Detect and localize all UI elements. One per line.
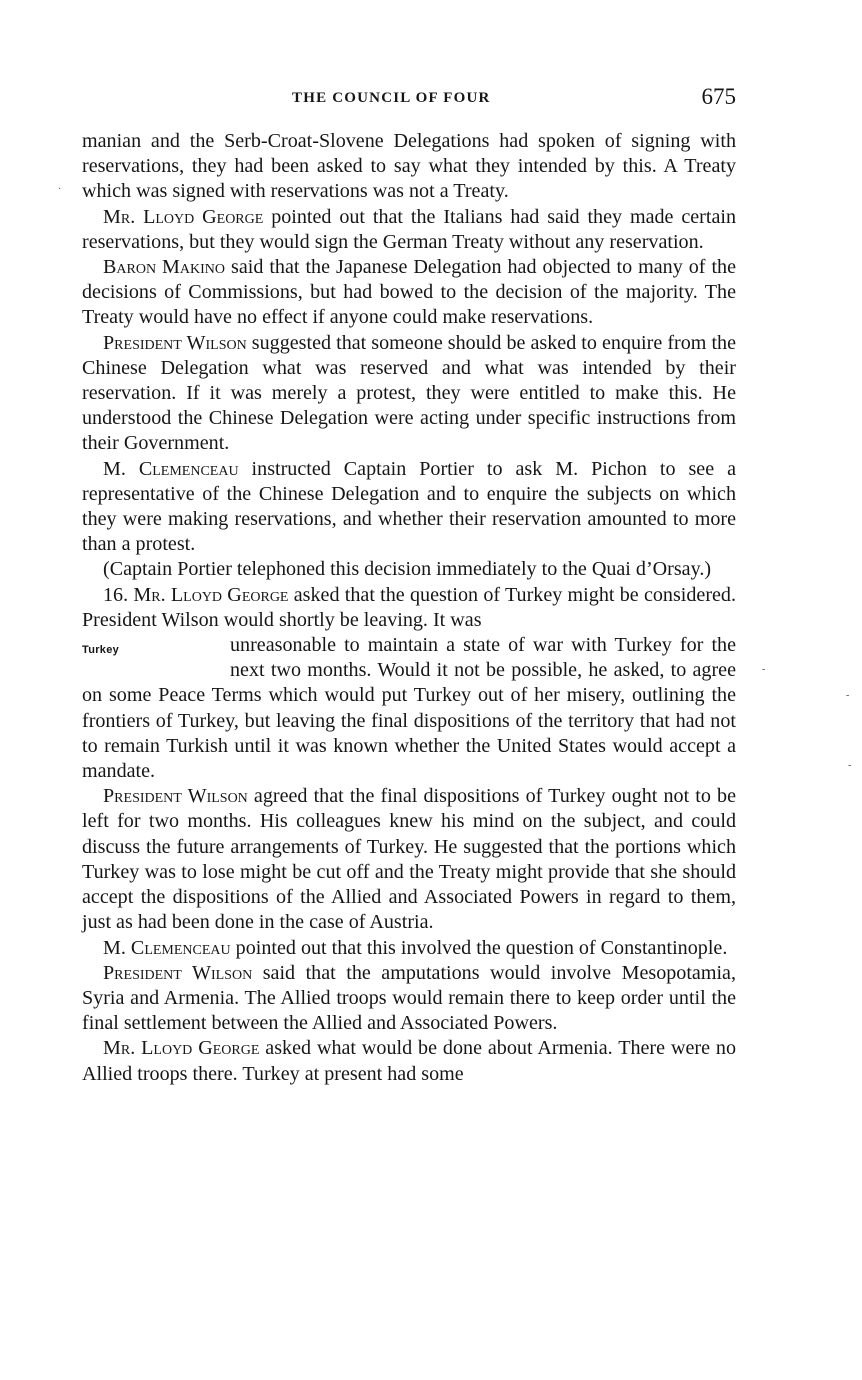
paragraph-text: pointed out that the Italians had said they made certain reservations, but they would sign the German Treaty without any reservation. (82, 205, 736, 253)
paragraph-text: asked that the question of Turkey might be considered. President Wilson would shortly be leaving. It was (82, 583, 737, 631)
paragraph-text: said that the Japanese Delegation had objected to many of the decisions of Commissions, but had bowed to the decision of the majority. The Treaty would have no effect if anyone could make reservations. (82, 256, 737, 329)
paragraph-continuation (82, 129, 736, 205)
paragraph-text: instructed Captain Portier to ask M. Pichon to see a representative of the Chinese Delegation and to enquire the subjects on which they were making reservations, and whether their reservation amounted to more than a protest. (82, 457, 736, 556)
page-header (82, 84, 736, 116)
paragraph-turkey-intro (82, 583, 736, 633)
speaker-name: Mr. Lloyd George (103, 205, 264, 228)
body-text (82, 129, 736, 1087)
speaker-name: Baron Makino (103, 256, 226, 279)
paragraph-portier-telephoned (82, 557, 736, 582)
stray-mark-tick: - (848, 760, 852, 771)
paragraph-wilson-chinese (82, 331, 736, 457)
paragraph-text: agreed that the final dispositions of Turkey ought not to be left for two months. His colleagues knew his mind on the subject, and could discuss the future arrangements of Turkey. He suggested that the portions which Turkey was to lose might be cut off and the Treaty might provide that she should accept the dispositions of the Allied and Associated Powers in regard to them, just as had been done in the case of Austria. (82, 785, 737, 934)
item-number: 16. (103, 583, 134, 606)
speaker-name: President Wilson (103, 785, 248, 808)
stray-mark-dot: · (58, 184, 62, 195)
paragraph-wilson-amputations (82, 961, 736, 1037)
page-number: 675 (701, 84, 736, 109)
speaker-name: M. Clemenceau (103, 936, 231, 959)
paragraph-text: manian and the Serb-Croat-Slovene Delegations had spoken of signing with reservations, they had been asked to say what they intended by this. A Treaty which was signed with reservations was not a Treaty. (82, 130, 736, 203)
speaker-name: President Wilson (103, 961, 253, 984)
paragraph-text: (Captain Portier telephoned this decision immediately to the Quai d’Orsay.) (103, 558, 712, 581)
paragraph-makino (82, 255, 736, 331)
stray-mark-dash: - (762, 664, 766, 675)
paragraph-lloyd-george-italians (82, 205, 736, 255)
speaker-name: M. Clemenceau (103, 457, 239, 480)
running-head: THE COUNCIL OF FOUR (292, 90, 491, 106)
paragraph-text: asked what would be done about Armenia. There were no Allied troops there. Turkey at present had some (82, 1037, 736, 1085)
paragraph-clemenceau-portier (82, 457, 736, 558)
paragraph-clemenceau-constantinople (82, 936, 736, 961)
speaker-name: Mr. Lloyd George (133, 583, 289, 606)
paragraph-text: pointed out that this involved the question of Constantinople. (230, 936, 728, 959)
paragraph-text: unreasonable to maintain a state of war with Turkey for the next two months. Would it not be possible, he asked, to agree on some Peace Terms which would put Turkey out of her misery, outlining the frontiers of Turkey, but leaving the final dispositions of the territory that had not to remain Turkish until it was known whether the United States would accept a mandate. (82, 634, 736, 783)
marginal-note-label: Turkey (82, 644, 120, 657)
marginal-note (82, 633, 230, 683)
turkey-section (82, 583, 736, 785)
paragraph-text: said that the amputations would involve Mesopotamia, Syria and Armenia. The Allied troops would remain there to keep order until the final settlement between the Allied and Associated Powers. (82, 961, 736, 1035)
speaker-name: President Wilson (103, 331, 247, 354)
paragraph-wilson-turkey (82, 784, 736, 935)
paragraph-text: suggested that someone should be asked to enquire from the Chinese Delegation what was reserved and what was intended by their reservation. If it was merely a protest, they were entitled to make this. He understood the Chinese Delegation were acting under specific instructions from their Government. (82, 331, 736, 455)
speaker-name: Mr. Lloyd George (103, 1037, 260, 1060)
paragraph-lloyd-george-armenia (82, 1036, 736, 1086)
stray-mark-tick: - (846, 690, 850, 701)
